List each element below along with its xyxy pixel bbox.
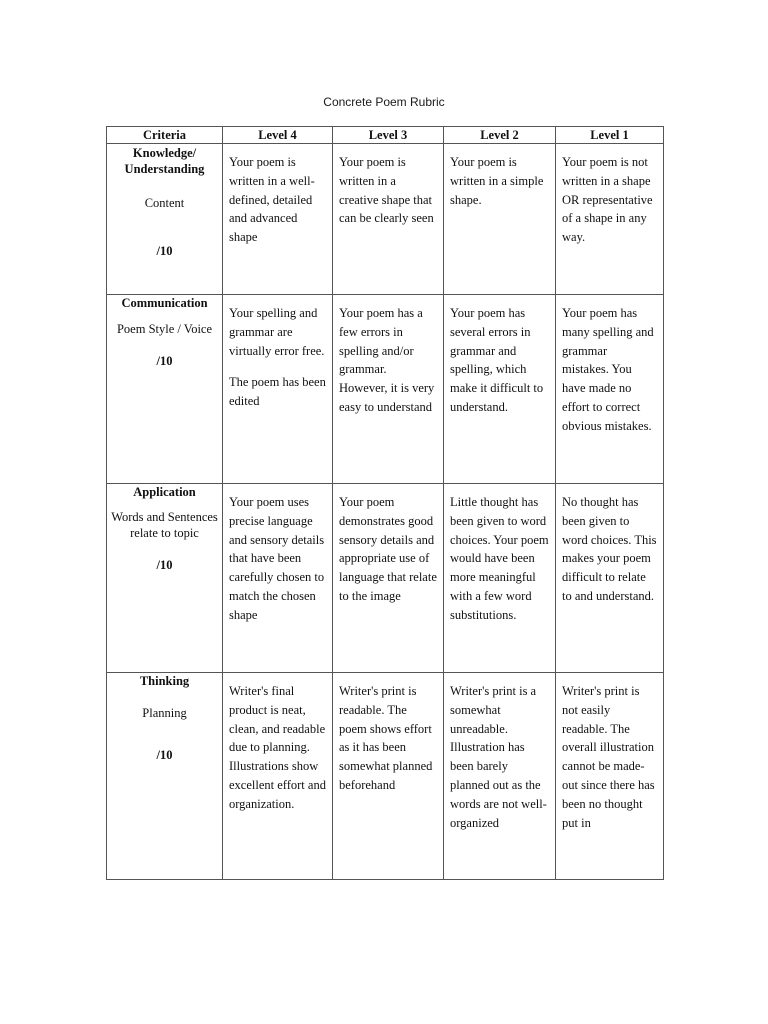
level-description: Your poem has several errors in grammar and spelling, which make it difficult to understand. bbox=[450, 306, 544, 414]
level-cell bbox=[333, 144, 444, 295]
table-row bbox=[107, 144, 664, 295]
criterion-name: Thinking bbox=[139, 674, 190, 688]
level-cell bbox=[223, 484, 333, 673]
level-cell bbox=[444, 144, 556, 295]
level-cell bbox=[223, 144, 333, 295]
column-header-level-1: Level 1 bbox=[556, 127, 664, 144]
level-description: Your poem has many spelling and grammar mistakes. You have made no effort to correct obvious mistakes. bbox=[562, 306, 654, 433]
header-row bbox=[107, 127, 664, 144]
criterion-score: /10 bbox=[156, 354, 173, 368]
level-description: Your spelling and grammar are virtually error free. bbox=[229, 306, 325, 358]
column-header-level-4: Level 4 bbox=[223, 127, 333, 144]
criterion-cell bbox=[107, 484, 223, 673]
level-cell bbox=[333, 673, 444, 880]
level-description: Your poem is not written in a shape OR representative of a shape in any way. bbox=[562, 155, 653, 245]
level-cell bbox=[556, 144, 664, 295]
level-description: No thought has been given to word choices. This makes your poem difficult to relate to and understand. bbox=[562, 495, 657, 603]
criterion-cell bbox=[107, 673, 223, 880]
criterion-name: Knowledge/ Understanding bbox=[124, 146, 205, 176]
level-cell bbox=[223, 295, 333, 484]
level-cell bbox=[444, 295, 556, 484]
level-description: Your poem uses precise language and sensory details that have been carefully chosen to match the chosen shape bbox=[229, 495, 325, 622]
level-description: Writer's final product is neat, clean, and readable due to planning. Illustrations show excellent effort and organization. bbox=[229, 684, 326, 811]
criterion-subtitle: Poem Style / Voice bbox=[116, 322, 213, 336]
rubric-table bbox=[106, 126, 664, 880]
criterion-score: /10 bbox=[156, 244, 173, 258]
criterion-cell bbox=[107, 144, 223, 295]
criterion-name: Communication bbox=[121, 296, 208, 310]
level-cell bbox=[333, 484, 444, 673]
level-description: Writer's print is readable. The poem shows effort as it has been somewhat planned beforehand bbox=[339, 684, 433, 792]
level-cell bbox=[444, 673, 556, 880]
level-description: Writer's print is not easily readable. The overall illustration cannot be made-out since there has been no thought put in bbox=[562, 684, 655, 830]
table-row bbox=[107, 673, 664, 880]
criterion-score: /10 bbox=[156, 748, 173, 762]
level-description: Your poem demonstrates good sensory details and appropriate use of language that relate to the image bbox=[339, 495, 437, 603]
criterion-score: /10 bbox=[156, 558, 173, 572]
table-row bbox=[107, 295, 664, 484]
level-description: Your poem is written in a simple shape. bbox=[450, 155, 544, 207]
criterion-cell bbox=[107, 295, 223, 484]
level-description: Your poem is written in a creative shape that can be clearly seen bbox=[339, 155, 434, 226]
level-description: Your poem is written in a well-defined, detailed and advanced shape bbox=[229, 155, 315, 245]
level-description: Little thought has been given to word choices. Your poem would have been more meaningful with a few word substitutions. bbox=[450, 495, 549, 622]
criterion-name: Application bbox=[133, 485, 196, 499]
column-header-criteria: Criteria bbox=[107, 127, 223, 144]
criterion-subtitle: Words and Sentences relate to topic bbox=[111, 510, 218, 540]
level-cell bbox=[333, 295, 444, 484]
level-cell bbox=[223, 673, 333, 880]
criterion-subtitle: Content bbox=[144, 196, 185, 210]
criterion-subtitle: Planning bbox=[142, 706, 187, 720]
level-cell bbox=[556, 484, 664, 673]
column-header-level-3: Level 3 bbox=[333, 127, 444, 144]
column-header-level-2: Level 2 bbox=[444, 127, 556, 144]
table-row bbox=[107, 484, 664, 673]
level-description-extra: The poem has been edited bbox=[229, 375, 326, 409]
level-cell bbox=[556, 295, 664, 484]
level-description: Your poem has a few errors in spelling and/or grammar. However, it is very easy to understand bbox=[339, 306, 435, 414]
level-cell bbox=[444, 484, 556, 673]
level-cell bbox=[556, 673, 664, 880]
level-description: Writer's print is a somewhat unreadable. Illustration has been barely planned out as the words are not well-organized bbox=[450, 684, 547, 830]
page-title: Concrete Poem Rubric bbox=[323, 95, 445, 109]
